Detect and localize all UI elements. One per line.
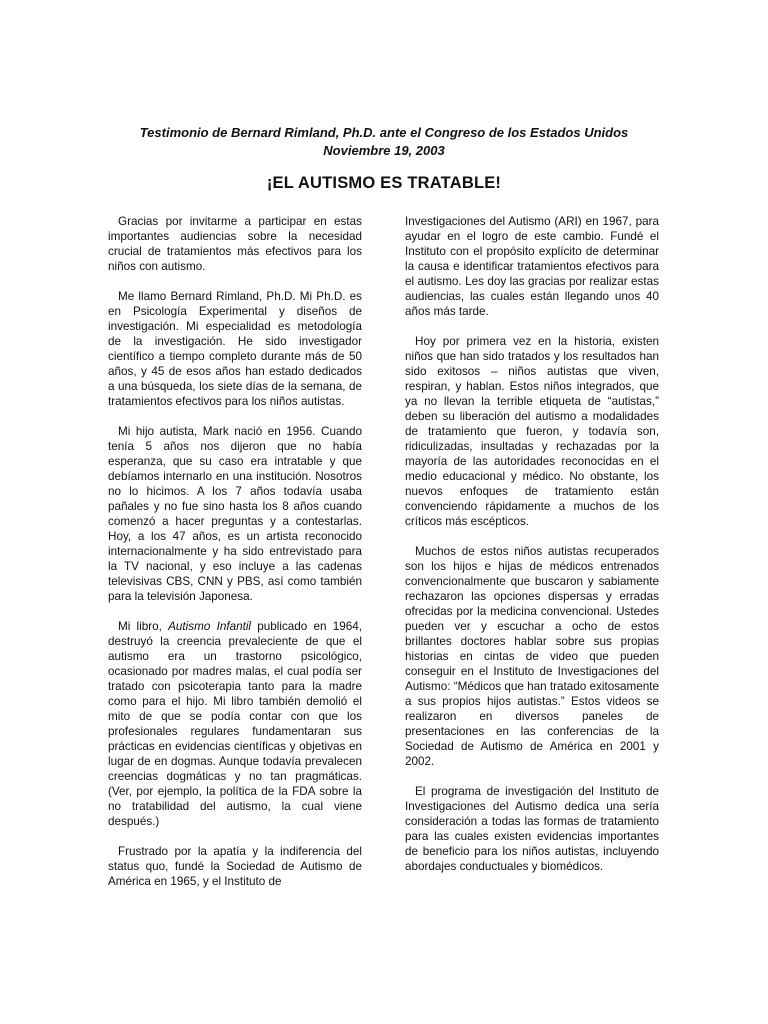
paragraph: El programa de investigación del Instituto de Investigaciones del Autismo dedica una sería consideración a todas las formas de tratamiento para las cuales existen evidencias importantes de beneficio para los niños autistas, incluyendo abordajes conductuales y biomédicos. <box>405 785 659 873</box>
book-title: Autismo Infantil <box>168 620 252 633</box>
date-line: Noviembre 19, 2003 <box>323 143 445 158</box>
paragraph: Mi hijo autista, Mark nació en 1956. Cuando tenía 5 años nos dijeron que no había esperanza, que su caso era intratable y que debíamos internarlo en una institución. Nosotros no lo hicimos. A los 7 años todavía usaba pañales y no fue sino hasta los 8 años cuando comenzó a hacer preguntas y a contestarlas. Hoy, a los 47 años, es un artista reconocido internacionalmente y ha sido entrevistado para la TV nacional, y eso incluye a las cadenas televisivas CBS, CNN y PBS, así como también para la televisión Japonesa. <box>108 425 362 603</box>
headline: ¡EL AUTISMO ES TRATABLE! <box>266 174 502 192</box>
paragraph-text: publicado en 1964, destruyó la creencia prevaleciente de que el autismo era un trastorno psicológico, ocasionado por madres malas, el cual podía ser tratado con psicoterapia tanto para la madre como para el hijo. Mi libro también demolió el mito de que se podía contar con que los profesionales regulares fundamentaran sus prácticas en evidencias científicas y objetivas en lugar de en dogmas. Aunque todavía prevalecen creencias dogmáticas y no tan pragmáticas. (Ver, por ejemplo, la política de la FDA sobre la no tratabilidad del autismo, la cual viene después.) <box>108 620 362 828</box>
paragraph: Muchos de estos niños autistas recuperados son los hijos e hijas de médicos entrenados convencionalmente que buscaron y sabiamente rechazaron las opciones dispersas y erradas ofrecidas por la medicina convencional. Ustedes pueden ver y escuchar a ocho de estos brillantes doctores hablar sobre sus propias historias en cintas de video que pueden conseguir en el Instituto de Investigaciones del Autismo: “Médicos que han tratado exitosamente a sus propios hijos autistas.” Estos videos se realizaron en diversos paneles de presentaciones en las conferencias de la Sociedad de Autismo de América en 2001 y 2002. <box>405 545 660 768</box>
right-column <box>405 214 659 874</box>
paragraph: Gracias por invitarme a participar en estas importantes audiencias sobre la necesidad crucial de tratamientos más efectivos para los niños con autismo. <box>108 215 362 273</box>
paragraph-text: Mi libro, <box>118 620 169 633</box>
left-column <box>108 214 362 889</box>
paragraph: Hoy por primera vez en la historia, existen niños que han sido tratados y los resultados han sido exitosos – niños autistas que viven, respiran, y hablan. Estos niños integrados, que ya no llevan la terrible etiqueta de “autistas,” deben su liberación del autismo a modalidades de tratamiento que fueron, y todavía son, ridiculizadas, insultadas y rechazadas por la mayoría de las autoridades reconocidas en el medio educacional y médico. No obstante, los nuevos enfoques de tratamiento están convenciendo rápidamente a muchos de los críticos más escépticos. <box>405 335 659 528</box>
paragraph-continued: Investigaciones del Autismo (ARI) en 1967, para ayudar en el logro de este cambio. Fundé el Instituto con el propósito explícito de determinar la causa e identificar tratamientos efectivos para el autismo. Les doy las gracias por realizar estas audiencias, las cuales están llegando unos 40 años más tarde. <box>405 215 659 318</box>
document-header <box>0 124 768 160</box>
paragraph <box>108 619 362 829</box>
paragraph: Me llamo Bernard Rimland, Ph.D. Mi Ph.D. es en Psicología Experimental y diseños de investigación. Mi especialidad es metodología de la investigación. He sido investigador científico a tiempo completo durante más de 50 años, y 45 de esos años han estado dedicados a una búsqueda, los siete días de la semana, de tratamientos efectivos para los niños autistas. <box>108 290 362 408</box>
testimony-line: Testimonio de Bernard Rimland, Ph.D. ante el Congreso de los Estados Unidos <box>139 125 629 140</box>
paragraph: Frustrado por la apatía y la indiferencia del status quo, fundé la Sociedad de Autismo de América en 1965, y el Instituto de <box>108 845 362 888</box>
